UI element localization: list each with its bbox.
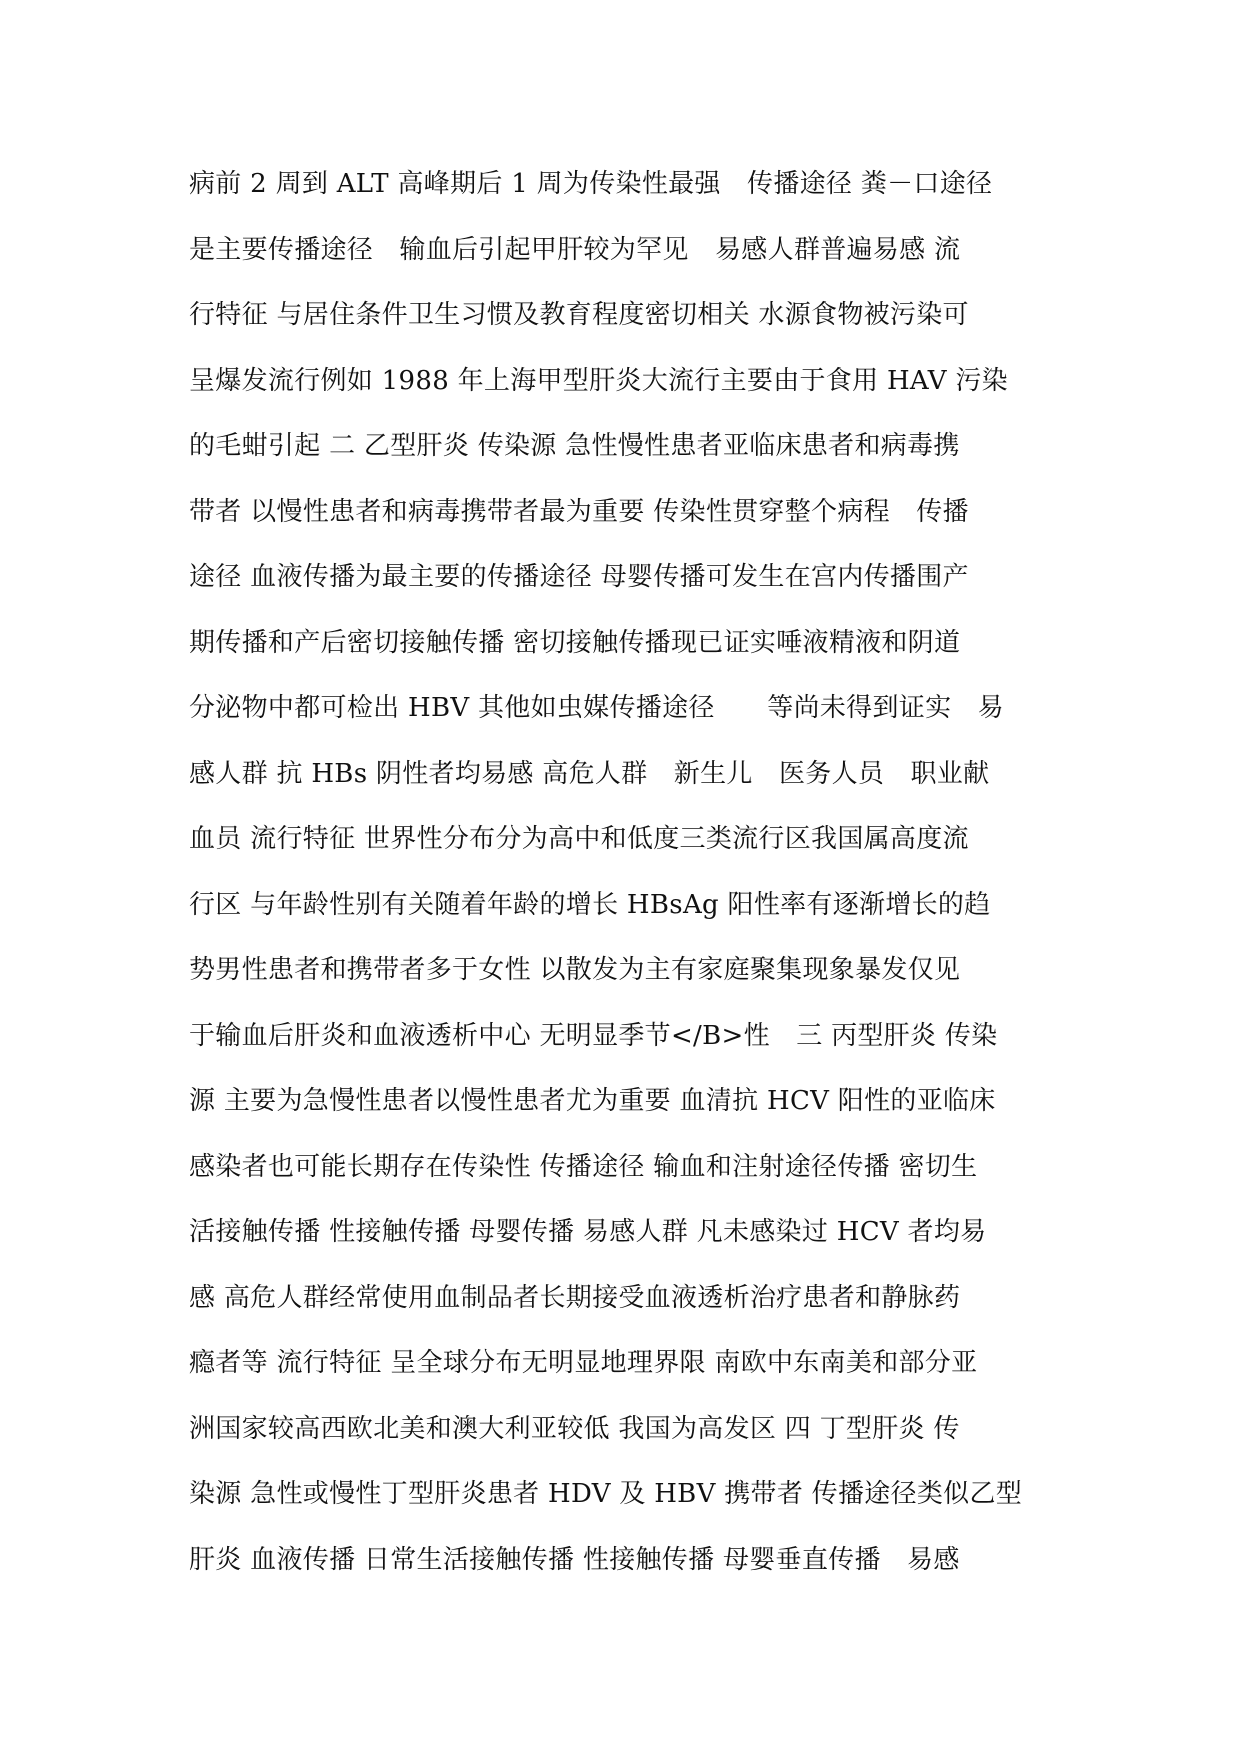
text-line: 洲国家较高西欧北美和澳大利亚较低 我国为高发区 四 丁型肝炎 传 (189, 1413, 960, 1444)
text-line: 是主要传播途径 输血后引起甲肝较为罕见 易感人群普遍易感 流 (189, 234, 961, 265)
text-line: 期传播和产后密切接触传播 密切接触传播现已证实唾液精液和阴道 (189, 627, 961, 658)
text-line: 的毛蚶引起 二 乙型肝炎 传染源 急性慢性患者亚临床患者和病毒携 (189, 431, 960, 461)
text-line: 染源 急性或慢性丁型肝炎患者 HDV 及 HBV 携带者 传播途径类似乙型 (189, 1479, 1023, 1509)
text-line: 呈爆发流行例如 1988 年上海甲型肝炎大流行主要由于食用 HAV 污染 (189, 365, 1008, 396)
text-line: 于输血后肝炎和血液透析中心 无明显季节</B>性 三 丙型肝炎 传染 (189, 1020, 998, 1051)
text-line: 感人群 抗 HBs 阴性者均易感 高危人群 新生儿 医务人员 职业献 (189, 758, 990, 789)
text-line: 行区 与年龄性别有关随着年龄的增长 HBsAg 阳性率有逐渐增长的趋 (189, 889, 991, 920)
body-text (189, 156, 1069, 1597)
text-line: 带者 以慢性患者和病毒携带者最为重要 传染性贯穿整个病程 传播 (189, 496, 969, 527)
text-line: 瘾者等 流行特征 呈全球分布无明显地理界限 南欧中东南美和部分亚 (189, 1348, 978, 1378)
text-line: 血员 流行特征 世界性分布分为高中和低度三类流行区我国属高度流 (189, 824, 969, 854)
text-line: 途径 血液传播为最主要的传播途径 母婴传播可发生在宫内传播围产 (189, 562, 969, 592)
text-line: 病前 2 周到 ALT 高峰期后 1 周为传染性最强 传播途径 粪－口途径 (189, 169, 993, 199)
text-line: 活接触传播 性接触传播 母婴传播 易感人群 凡未感染过 HCV 者均易 (189, 1217, 987, 1247)
text-line: 肝炎 血液传播 日常生活接触传播 性接触传播 母婴垂直传播 易感 (189, 1544, 960, 1575)
text-line: 分泌物中都可检出 HBV 其他如虫媒传播途径 等尚未得到证实 易 (189, 693, 1004, 723)
text-line: 感 高危人群经常使用血制品者长期接受血液透析治疗患者和静脉药 (189, 1282, 961, 1313)
text-line: 源 主要为急慢性患者以慢性患者尤为重要 血清抗 HCV 阳性的亚临床 (189, 1086, 996, 1116)
text-line: 行特征 与居住条件卫生习惯及教育程度密切相关 水源食物被污染可 (189, 300, 969, 330)
text-line: 感染者也可能长期存在传染性 传播途径 输血和注射途径传播 密切生 (189, 1151, 978, 1182)
text-line: 势男性患者和携带者多于女性 以散发为主有家庭聚集现象暴发仅见 (189, 955, 961, 985)
